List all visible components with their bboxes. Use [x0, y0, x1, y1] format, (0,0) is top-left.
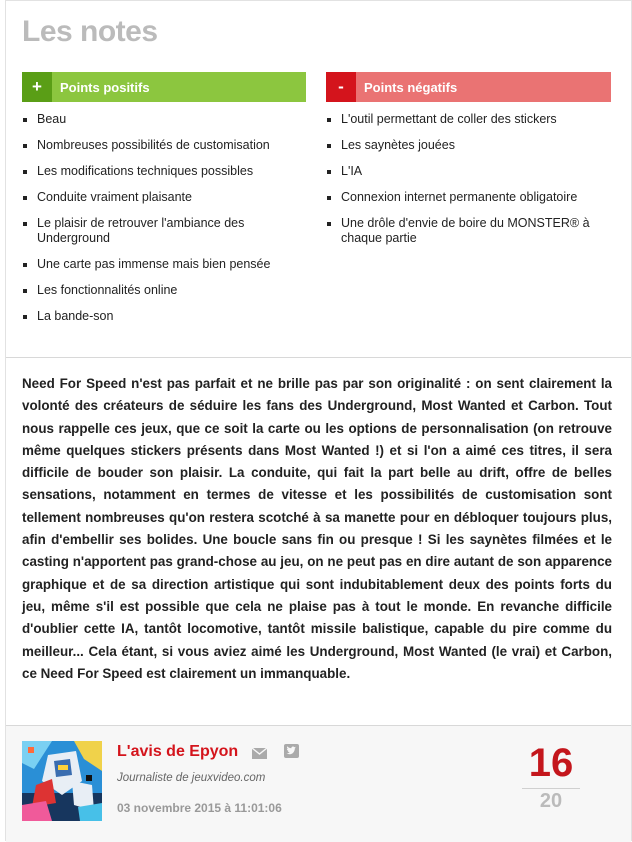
list-item: Nombreuses possibilités de customisation [22, 138, 306, 153]
negative-points-label: Points négatifs [364, 79, 458, 95]
list-item: Les saynètes jouées [326, 138, 611, 153]
positive-points-label: Points positifs [60, 79, 150, 95]
negative-points [326, 72, 611, 257]
list-item: L'IA [326, 164, 611, 179]
list-item: Beau [22, 112, 306, 127]
score-value: 16 [528, 741, 574, 785]
negative-points-list [326, 112, 611, 246]
negative-points-header [326, 72, 611, 102]
mail-icon[interactable] [252, 746, 267, 757]
avatar[interactable] [22, 741, 102, 821]
twitter-icon[interactable] [284, 744, 299, 758]
list-item: Conduite vraiment plaisante [22, 190, 306, 205]
list-item: Les fonctionnalités online [22, 283, 306, 298]
list-item: Le plaisir de retrouver l'ambiance des Underground [22, 216, 306, 246]
minus-icon: - [326, 72, 356, 102]
list-item: Connexion internet permanente obligatoire [326, 190, 611, 205]
reviewer-footer [6, 726, 631, 842]
score-max: 20 [539, 790, 563, 812]
positive-points-list [22, 112, 306, 324]
list-item: Les modifications techniques possibles [22, 164, 306, 179]
list-item: Une carte pas immense mais bien pensée [22, 257, 306, 272]
author-role: Journaliste de jeuxvideo.com [117, 772, 266, 784]
section-title: Les notes [22, 15, 158, 48]
list-item: La bande-son [22, 309, 306, 324]
review-notes-card [5, 0, 632, 841]
author-name[interactable]: L'avis de Epyon [117, 743, 239, 760]
positive-points [22, 72, 306, 335]
verdict-text: Need For Speed n'est pas parfait et ne brille pas par son originalité : on sent clairement la volonté des créateurs de séduire les fans des Underground, Most Wanted et Carbon. Tout nous rappelle ces jeux, que ce soit la carte ou les options de personnalisation (on retrouve même quelques stickers présents dans Most Wanted !) et si l'on a aimé ces titres, il sera difficile de bouder son plaisir. La conduite, qui fait la part belle au drift, offre de belles sensations, notamment en termes de vitesse et les possibilités de customisation sont tellement nombreuses qu'on restera scotché à sa manette pour en débloquer toujours plus, afin d'embellir ses bolides. Une boucle sans fin ou presque ! Si les saynètes filmées et le casting n'apportent pas grand-chose au jeu, on ne peut pas en dire autant de son apparence graphique et de sa direction artistique qui sont indubitablement deux des points forts du jeu, même s'il est possible que cela ne plaise pas à tout le monde. En revanche difficile d'oublier cette IA, tantôt locomotive, tantôt missile balistique, capable du pire comme du meilleur... Cela étant, si vous aviez aimé les Underground, Most Wanted (le vrai) et Carbon, ce Need For Speed est clairement un immanquable. [22, 376, 612, 681]
score-block [506, 741, 596, 813]
divider [6, 357, 631, 358]
plus-icon: + [22, 72, 52, 102]
list-item: Une drôle d'envie de boire du MONSTER® à chaque partie [326, 216, 611, 246]
positive-points-header [22, 72, 306, 102]
list-item: L'outil permettant de coller des stickers [326, 112, 611, 127]
review-date: 03 novembre 2015 à 11:01:06 [117, 801, 282, 815]
